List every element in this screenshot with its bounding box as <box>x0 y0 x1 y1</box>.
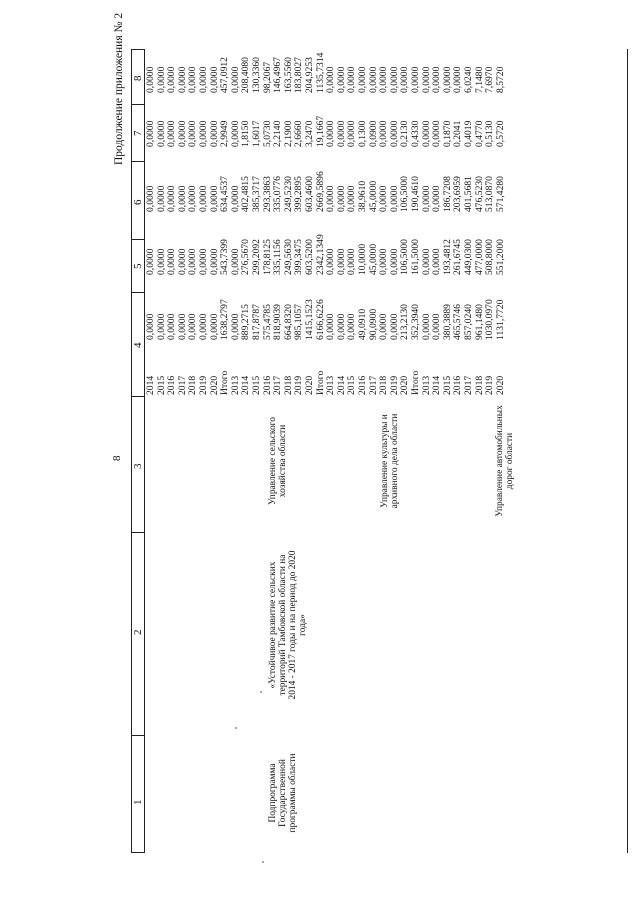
row-value-cell: 0,4330 <box>410 120 421 147</box>
row-value-cell: 0,0000 <box>155 66 167 93</box>
row-year-cell: 2015 <box>441 375 453 395</box>
row-year-cell: 2019 <box>198 375 209 395</box>
row-value-cell: 0,0000 <box>325 66 337 93</box>
row-value-cell: 0,0000 <box>155 185 167 212</box>
row-year-cell: 2014 <box>431 375 443 395</box>
row-value-cell: 0,0000 <box>335 313 347 340</box>
row-year-cell: 2016 <box>166 375 178 395</box>
row-value-cell: 2669,5896 <box>314 171 326 212</box>
row-value-cell: 0,0000 <box>187 120 199 147</box>
row-value-cell: 0,0000 <box>346 66 358 93</box>
row-year-cell: 2015 <box>155 375 167 395</box>
row-value-cell: 0,0000 <box>335 185 347 212</box>
row-value-cell: 0,2130 <box>399 120 411 147</box>
row-value-cell: 203,6959 <box>452 176 464 212</box>
row-year-cell: 2014 <box>240 375 252 395</box>
row-value-cell: 0,0000 <box>357 66 368 93</box>
header-col-6: 6 <box>132 199 144 205</box>
row-value-cell: 0,0000 <box>208 66 220 93</box>
row-value-cell: 0,0000 <box>187 66 199 93</box>
row-value-cell: 0,0000 <box>346 313 358 340</box>
row-value-cell: 6166,6226 <box>314 299 326 340</box>
row-year-cell: 2014 <box>145 375 156 395</box>
row-value-cell: 603,5200 <box>304 239 315 275</box>
row-value-cell: 0,0000 <box>198 248 209 275</box>
program-title: «Устойчивое развитие сельских территорий Тамбовской области на 2014 - 2017 годы и на период до 2020 года» <box>268 550 309 700</box>
row-value-cell: 0,0000 <box>198 120 209 147</box>
row-value-cell: 45,0000 <box>367 243 379 275</box>
row-value-cell: 817,8787 <box>251 304 262 340</box>
row-value-cell: 0,0000 <box>229 120 241 147</box>
row-value-cell: 0,0000 <box>229 313 241 340</box>
row-value-cell: 0,0000 <box>176 248 188 275</box>
row-value-cell: 664,8320 <box>282 304 294 340</box>
row-value-cell: 335,1156 <box>272 239 284 275</box>
row-value-cell: 575,4785 <box>261 304 273 340</box>
row-value-cell: 603,4600 <box>304 176 315 212</box>
row-value-cell: 0,0000 <box>145 185 156 212</box>
row-value-cell: 0,0000 <box>388 66 400 93</box>
row-value-cell: 0,0000 <box>166 66 178 93</box>
row-value-cell: 0,0000 <box>378 248 390 275</box>
row-value-cell: 7,1480 <box>473 66 485 93</box>
row-year-cell: 2018 <box>473 375 485 395</box>
row-value-cell: 249,5630 <box>282 239 294 275</box>
row-year-cell: 2016 <box>357 375 368 395</box>
row-value-cell: 0,0000 <box>145 120 156 147</box>
row-year-cell: 2018 <box>282 375 294 395</box>
row-value-cell: 551,2000 <box>494 239 506 275</box>
row-value-cell: 0,0000 <box>441 66 453 93</box>
row-value-cell: 0,0000 <box>325 313 337 340</box>
row-value-cell: 204,9253 <box>304 57 315 93</box>
row-year-cell: 2017 <box>176 375 188 395</box>
row-value-cell: 106,5000 <box>399 176 411 212</box>
header-col-2: 2 <box>132 629 144 635</box>
row-value-cell: 0,4770 <box>473 120 485 147</box>
row-value-cell: 889,2715 <box>240 304 252 340</box>
row-year-cell: 2020 <box>494 375 506 395</box>
row-value-cell: 0,0000 <box>388 313 400 340</box>
row-value-cell: 0,0000 <box>378 185 390 212</box>
row-value-cell: 0,0000 <box>176 313 188 340</box>
row-value-cell: 0,0000 <box>399 66 411 93</box>
row-value-cell: 2,6660 <box>293 120 305 147</box>
row-value-cell: 178,8125 <box>261 239 273 275</box>
row-value-cell: 0,2041 <box>452 120 464 147</box>
row-year-cell: 2019 <box>293 375 305 395</box>
row-value-cell: 6,0240 <box>463 66 474 93</box>
row-value-cell: 3,2470 <box>304 120 315 147</box>
row-year-cell: 2020 <box>304 375 315 395</box>
row-value-cell: 1638,2797 <box>219 299 231 340</box>
header-sep-1 <box>131 735 145 736</box>
row-value-cell: 98,2067 <box>261 61 273 93</box>
row-value-cell: 0,0000 <box>431 120 443 147</box>
row-value-cell: 0,1870 <box>441 120 453 147</box>
row-value-cell: 634,4537 <box>219 176 231 212</box>
row-value-cell: 0,0000 <box>410 66 421 93</box>
header-sep-7 <box>131 104 145 105</box>
row-value-cell: 0,0000 <box>325 185 337 212</box>
row-value-cell: 0,1300 <box>357 120 368 147</box>
table-top-border <box>131 49 132 853</box>
header-col-7: 7 <box>132 130 144 136</box>
row-value-cell: 399,3475 <box>293 239 305 275</box>
header-sep-2 <box>131 532 145 533</box>
row-year-cell: 2015 <box>251 375 262 395</box>
header-col-3: 3 <box>132 463 144 469</box>
row-value-cell: 2,1900 <box>282 120 294 147</box>
row-value-cell: 0,0000 <box>335 248 347 275</box>
row-value-cell: 0,0000 <box>176 185 188 212</box>
row-value-cell: 818,9039 <box>272 304 284 340</box>
row-year-cell: 2014 <box>335 375 347 395</box>
row-value-cell: 0,0000 <box>431 185 443 212</box>
row-value-cell: 0,0000 <box>208 248 220 275</box>
table-right-border <box>131 49 145 50</box>
row-value-cell: 146,4967 <box>272 57 284 93</box>
row-value-cell: 213,2130 <box>399 304 411 340</box>
header-sep-3 <box>131 396 145 397</box>
row-value-cell: 0,0000 <box>420 66 432 93</box>
row-value-cell: 0,0000 <box>208 313 220 340</box>
row-year-cell: 2013 <box>420 375 432 395</box>
row-value-cell: 5,0730 <box>261 120 273 147</box>
row-value-cell: 2,2140 <box>272 120 284 147</box>
row-value-cell: 0,0000 <box>145 313 156 340</box>
subprogram-label: Подпрограмма Государственной программы области <box>268 753 299 833</box>
row-value-cell: 385,3717 <box>251 176 262 212</box>
table-left-border <box>131 852 145 853</box>
row-value-cell: 2,9949 <box>219 120 231 147</box>
row-value-cell: 0,0000 <box>388 120 400 147</box>
row-value-cell: 0,0000 <box>431 66 443 93</box>
row-value-cell: 0,0000 <box>367 66 379 93</box>
row-value-cell: 161,5000 <box>410 239 421 275</box>
row-value-cell: 401,5681 <box>463 176 474 212</box>
table-bottom-border <box>627 49 628 853</box>
agency-label-roads: Управление автомобильных дорог области <box>495 405 516 517</box>
row-value-cell: 0,4019 <box>463 120 474 147</box>
row-value-cell: 130,3360 <box>251 57 262 93</box>
row-value-cell: 0,0000 <box>187 313 199 340</box>
header-row-border <box>144 49 145 853</box>
row-value-cell: 1030,0970 <box>484 299 496 340</box>
row-value-cell: 0,0000 <box>145 66 156 93</box>
row-value-cell: 0,5720 <box>494 120 506 147</box>
row-year-cell: 2017 <box>367 375 379 395</box>
row-value-cell: 0,0000 <box>176 66 188 93</box>
row-value-cell: 0,0000 <box>346 248 358 275</box>
row-value-cell: 1131,7720 <box>494 299 506 340</box>
row-value-cell: 0,0000 <box>166 120 178 147</box>
row-value-cell: 0,0000 <box>166 185 178 212</box>
header-sep-4 <box>131 292 145 293</box>
row-value-cell: 0,0000 <box>155 248 167 275</box>
row-value-cell: 8,5720 <box>494 66 506 93</box>
scan-dot <box>262 861 264 863</box>
row-year-cell: Итого <box>219 370 231 395</box>
row-value-cell: 0,0000 <box>431 313 443 340</box>
row-value-cell: 0,0000 <box>346 120 358 147</box>
row-value-cell: 0,0000 <box>208 120 220 147</box>
row-year-cell: 2019 <box>484 375 496 395</box>
row-value-cell: 0,0000 <box>166 248 178 275</box>
row-value-cell: 0,0000 <box>378 313 390 340</box>
appendix-caption: Продолжение приложения № 2 <box>113 12 125 165</box>
row-value-cell: 2342,1349 <box>314 234 326 275</box>
row-value-cell: 857,0240 <box>463 304 474 340</box>
header-col-1: 1 <box>132 799 144 805</box>
row-value-cell: 985,1057 <box>293 304 305 340</box>
row-value-cell: 0,0000 <box>145 248 156 275</box>
row-value-cell: 399,2895 <box>293 176 305 212</box>
row-value-cell: 0,0000 <box>187 185 199 212</box>
header-col-8: 8 <box>132 75 144 81</box>
row-value-cell: 163,5560 <box>282 57 294 93</box>
header-sep-6 <box>131 161 145 162</box>
header-col-4: 4 <box>132 342 144 348</box>
row-value-cell: 10,0000 <box>357 243 368 275</box>
row-value-cell: 183,8027 <box>293 57 305 93</box>
row-value-cell: 90,0900 <box>367 308 379 340</box>
row-value-cell: 0,0000 <box>325 248 337 275</box>
row-value-cell: 402,4815 <box>240 176 252 212</box>
row-value-cell: 49,0910 <box>357 308 368 340</box>
row-value-cell: 293,3863 <box>261 176 273 212</box>
row-year-cell: 2016 <box>261 375 273 395</box>
row-value-cell: 449,0300 <box>463 239 474 275</box>
page-number: 8 <box>111 455 123 461</box>
row-value-cell: 193,4812 <box>441 239 453 275</box>
row-value-cell: 380,3889 <box>441 304 453 340</box>
row-year-cell: 2016 <box>452 375 464 395</box>
scan-dot <box>260 691 262 693</box>
row-year-cell: 2017 <box>463 375 474 395</box>
row-value-cell: 1,6017 <box>251 120 262 147</box>
row-value-cell: 352,3940 <box>410 304 421 340</box>
row-value-cell: 465,5746 <box>452 304 464 340</box>
row-year-cell: 2013 <box>325 375 337 395</box>
row-year-cell: 2020 <box>208 375 220 395</box>
row-value-cell: 0,0900 <box>367 120 379 147</box>
row-value-cell: 1415,1523 <box>304 299 315 340</box>
agency-label-culture: Управление культуры и архивного дела области <box>380 413 401 509</box>
row-year-cell: 2015 <box>346 375 358 395</box>
row-value-cell: 961,1480 <box>473 304 485 340</box>
row-value-cell: 0,0000 <box>325 120 337 147</box>
row-value-cell: 476,5230 <box>473 176 485 212</box>
row-value-cell: 335,0776 <box>272 176 284 212</box>
row-value-cell: 19,1667 <box>314 115 326 147</box>
row-value-cell: 457,0912 <box>219 57 231 93</box>
row-value-cell: 0,0000 <box>155 120 167 147</box>
row-value-cell: 0,0000 <box>187 248 199 275</box>
row-value-cell: 0,0000 <box>335 120 347 147</box>
row-value-cell: 0,0000 <box>198 66 209 93</box>
agency-label-agriculture: Управление сельского хозяйства области <box>268 417 289 505</box>
row-value-cell: 0,0000 <box>346 185 358 212</box>
row-value-cell: 106,5000 <box>399 239 411 275</box>
row-value-cell: 477,0000 <box>473 239 485 275</box>
row-value-cell: 7,6970 <box>484 66 496 93</box>
row-value-cell: 543,7399 <box>219 239 231 275</box>
row-value-cell: 0,0000 <box>420 185 432 212</box>
row-value-cell: 299,2092 <box>251 239 262 275</box>
row-value-cell: 0,0000 <box>155 313 167 340</box>
scan-dot <box>235 727 237 729</box>
row-value-cell: 1,8150 <box>240 120 252 147</box>
row-value-cell: 0,0000 <box>388 185 400 212</box>
row-value-cell: 0,0000 <box>378 120 390 147</box>
row-value-cell: 249,5230 <box>282 176 294 212</box>
row-value-cell: 208,4080 <box>240 57 252 93</box>
row-value-cell: 186,7208 <box>441 176 453 212</box>
row-value-cell: 0,0000 <box>388 248 400 275</box>
row-value-cell: 0,0000 <box>229 66 241 93</box>
row-value-cell: 1135,7314 <box>314 52 326 93</box>
row-value-cell: 0,5130 <box>484 120 496 147</box>
row-value-cell: 0,0000 <box>229 248 241 275</box>
row-value-cell: 508,8000 <box>484 239 496 275</box>
row-year-cell: Итого <box>410 370 421 395</box>
row-value-cell: 0,0000 <box>198 185 209 212</box>
row-value-cell: 0,0000 <box>335 66 347 93</box>
row-year-cell: 2019 <box>388 375 400 395</box>
row-value-cell: 0,0000 <box>420 248 432 275</box>
row-value-cell: 276,5670 <box>240 239 252 275</box>
row-value-cell: 0,0000 <box>166 313 178 340</box>
row-value-cell: 0,0000 <box>452 66 464 93</box>
row-year-cell: 2013 <box>229 375 241 395</box>
row-value-cell: 261,6745 <box>452 239 464 275</box>
row-value-cell: 0,0000 <box>378 66 390 93</box>
row-value-cell: 0,0000 <box>198 313 209 340</box>
row-value-cell: 0,0000 <box>176 120 188 147</box>
row-value-cell: 45,0000 <box>367 180 379 212</box>
row-year-cell: 2018 <box>378 375 390 395</box>
row-year-cell: 2020 <box>399 375 411 395</box>
row-value-cell: 513,0870 <box>484 176 496 212</box>
row-value-cell: 0,0000 <box>420 120 432 147</box>
row-value-cell: 0,0000 <box>420 313 432 340</box>
header-col-5: 5 <box>132 263 144 269</box>
row-year-cell: Итого <box>314 370 326 395</box>
row-value-cell: 0,0000 <box>431 248 443 275</box>
row-value-cell: 190,4610 <box>410 176 421 212</box>
row-year-cell: 2017 <box>272 375 284 395</box>
row-year-cell: 2018 <box>187 375 199 395</box>
header-sep-5 <box>131 239 145 240</box>
row-value-cell: 0,0000 <box>208 185 220 212</box>
row-value-cell: 571,4280 <box>494 176 506 212</box>
row-value-cell: 38,9610 <box>357 180 368 212</box>
row-value-cell: 0,0000 <box>229 185 241 212</box>
